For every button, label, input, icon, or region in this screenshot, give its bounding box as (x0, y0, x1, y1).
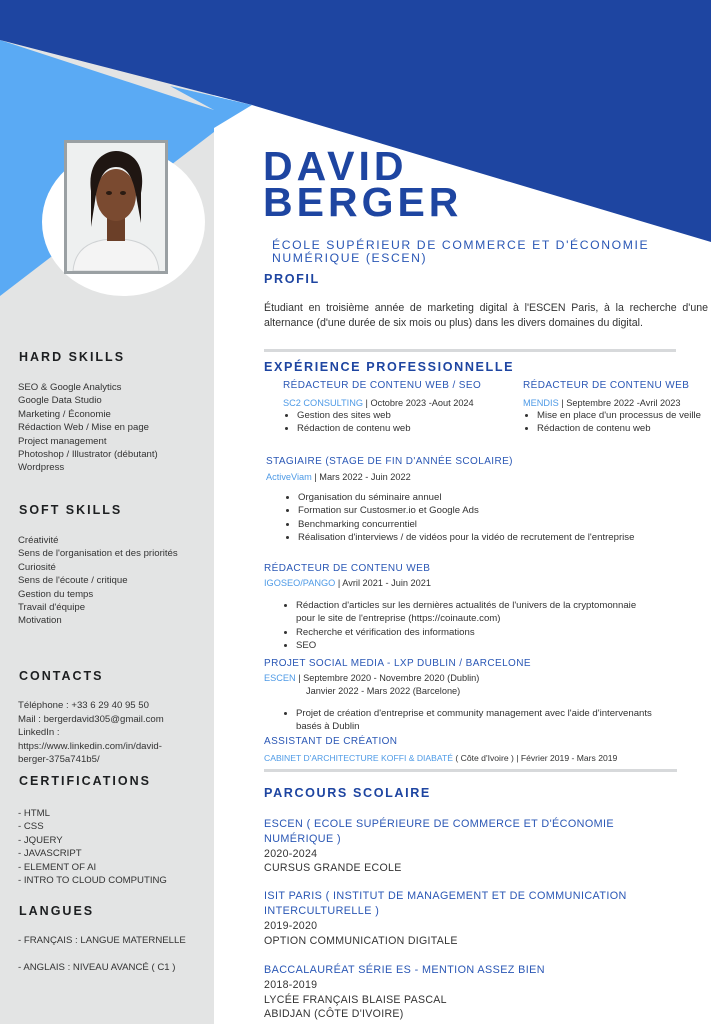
hard-skills-heading: HARD SKILLS (19, 350, 126, 364)
job-meta (266, 472, 411, 482)
linkedin-label: LinkedIn : (18, 727, 60, 738)
list-item: • SEO (296, 639, 646, 652)
job-dates: | Septembre 2022 -Avril 2023 (558, 398, 681, 408)
linkedin-link-line-1[interactable]: https://www.linkedin.com/in/david- (18, 741, 162, 752)
education-title: BACCALAURÉAT SÉRIE ES - MENTION ASSEZ BIEN (264, 964, 545, 976)
job-dates: | Mars 2022 - Juin 2022 (311, 472, 411, 482)
list-item: Photoshop / Illustrator (débutant) (18, 449, 158, 461)
list-item: Sens de l'organisation et des priorités (18, 548, 178, 560)
job-title: STAGIAIRE (STAGE DE FIN D'ANNÉE SCOLAIRE) (266, 456, 513, 467)
list-item: Project management (18, 435, 107, 447)
education-years: 2019-2020 (264, 920, 318, 932)
education-years: 2020-2024 (264, 848, 318, 860)
job-title: RÉDACTEUR DE CONTENU WEB (264, 563, 431, 574)
school-subtitle: ÉCOLE SUPÉRIEUR DE COMMERCE ET D'ÉCONOMIE NUMÉRIQUE (ESCEN) (272, 238, 650, 265)
list-item: • Rédaction de contenu web (297, 422, 411, 431)
list-item: • Gestion des sites web (297, 409, 411, 422)
email-link[interactable]: Mail : bergerdavid305@gmail.com (18, 714, 164, 725)
list-item: - JAVASCRIPT (18, 848, 82, 860)
company-name: ActiveViam (266, 472, 312, 482)
certifications-heading: CERTIFICATIONS (19, 774, 151, 788)
list-item: • Recherche et vérification des informations (296, 626, 646, 639)
list-item: - ELEMENT OF AI (18, 861, 97, 873)
education-detail: CURSUS GRANDE ECOLE (264, 862, 402, 874)
divider (264, 349, 676, 352)
contacts-heading: CONTACTS (19, 669, 104, 683)
experience-heading: EXPÉRIENCE PROFESSIONNELLE (264, 360, 515, 374)
list-item: • Organisation du séminaire annuel (298, 491, 668, 504)
job-meta (264, 578, 431, 588)
hard-skills-list (18, 381, 158, 475)
education-years: 2018-2019 (264, 979, 318, 991)
list-item: Gestion du temps (18, 588, 94, 600)
list-item: • Rédaction d'articles sur les dernières actualités de l'univers de la cryptomonnaie pour le site de l'entreprise (https://coinaute.com) (296, 599, 646, 626)
list-item: • Mise en place d'un processus de veille (537, 409, 711, 422)
soft-skills-list (18, 534, 178, 628)
list-item: Travail d'équipe (18, 602, 86, 614)
job-meta (283, 398, 474, 408)
list-item: Google Data Studio (18, 395, 102, 407)
langues-heading: LANGUES (19, 904, 95, 918)
list-item: Rédaction Web / Mise en page (18, 422, 150, 434)
education-title: ISIT PARIS ( INSTITUT DE MANAGEMENT ET DE COMMUNICATION INTERCULTURELLE ) (264, 890, 627, 917)
list-item: - INTRO TO CLOUD COMPUTING (18, 875, 167, 887)
job-bullets (523, 409, 711, 431)
language-french: - FRANÇAIS : LANGUE MATERNELLE (18, 935, 186, 946)
list-item: - CSS (18, 821, 44, 833)
list-item: • Projet de création d'entreprise et community management avec l'aide d'intervenants basés à Dublin (296, 707, 666, 734)
company-name: MENDIS (523, 398, 559, 408)
job-bullets (283, 409, 411, 431)
linkedin-link-line-2[interactable]: berger-375a741b5/ (18, 754, 100, 765)
education-detail: LYCÉE FRANÇAIS BLAISE PASCAL (264, 994, 447, 1006)
job-meta (264, 753, 617, 763)
job-bullets-clip (283, 409, 513, 431)
job-title: RÉDACTEUR DE CONTENU WEB (523, 380, 690, 391)
job-dates: | Septembre 2020 - Novembre 2020 (Dublin) (295, 673, 480, 683)
job-title: RÉDACTEUR DE CONTENU WEB / SEO (283, 380, 482, 391)
list-item: • Réalisation d'interviews / de vidéos pour la vidéo de recrutement de l'entreprise (298, 531, 668, 544)
job-dates: | Octobre 2023 -Aout 2024 (362, 398, 474, 408)
last-name: BERGER (263, 179, 463, 225)
soft-skills-heading: SOFT SKILLS (19, 503, 123, 517)
education-location: ABIDJAN (CÔTE D'IVOIRE) (264, 1008, 404, 1020)
company-name: CABINET D'ARCHITECTURE KOFFI & DIABATÉ (264, 753, 453, 763)
profil-heading: PROFIL (264, 272, 320, 286)
certifications-list (18, 807, 167, 887)
job-title: ASSISTANT DE CRÉATION (264, 736, 398, 747)
job-bullets (282, 599, 646, 652)
profil-text: Étudiant en troisième année de marketing digital à l'ESCEN Paris, à la recherche d'une alternance (d'une durée de six mois ou plus) dans les divers domaines du digital. (264, 302, 708, 329)
list-item: • Benchmarking concurrentiel (298, 518, 668, 531)
job-dates-secondary: Janvier 2022 - Mars 2022 (Barcelone) (306, 686, 461, 696)
list-item: Sens de l'écoute / critique (18, 575, 128, 587)
company-name: SC2 CONSULTING (283, 398, 363, 408)
profile-photo (64, 140, 168, 274)
education-title: ESCEN ( ECOLE SUPÉRIEURE DE COMMERCE ET D'ÉCONOMIE NUMÉRIQUE ) (264, 818, 615, 845)
phone-text: Téléphone : +33 6 29 40 95 50 (18, 700, 149, 711)
education-detail: OPTION COMMUNICATION DIGITALE (264, 935, 458, 947)
list-item: Motivation (18, 615, 62, 627)
job-meta (523, 398, 680, 408)
job-dates: | Avril 2021 - Juin 2021 (335, 578, 431, 588)
job-dates: ( Côte d'Ivoire ) | Février 2019 - Mars 2019 (452, 753, 618, 763)
list-item: SEO & Google Analytics (18, 382, 122, 393)
job-title: PROJET SOCIAL MEDIA - LXP DUBLIN / BARCELONE (264, 658, 531, 669)
education-heading: PARCOURS SCOLAIRE (264, 786, 431, 800)
list-item: - JQUERY (18, 834, 63, 846)
job-bullets-clip (523, 409, 711, 431)
job-bullets (282, 707, 666, 734)
list-item: - HTML (18, 808, 50, 819)
company-name: IGOSEO/PANGO (264, 578, 336, 588)
job-bullets (284, 491, 668, 544)
list-item: Curiosité (18, 561, 56, 573)
company-name: ESCEN (264, 673, 296, 683)
list-item: Marketing / Économie (18, 408, 111, 420)
first-name: DAVID (263, 143, 408, 189)
job-meta (264, 673, 479, 683)
list-item: • Formation sur Custosmer.io et Google Ads (298, 504, 668, 517)
divider (264, 769, 677, 772)
language-english: - ANGLAIS : NIVEAU AVANCÉ ( C1 ) (18, 962, 176, 973)
list-item: Créativité (18, 535, 59, 546)
list-item: • Rédaction de contenu web (537, 422, 711, 431)
list-item: Wordpress (18, 462, 65, 474)
